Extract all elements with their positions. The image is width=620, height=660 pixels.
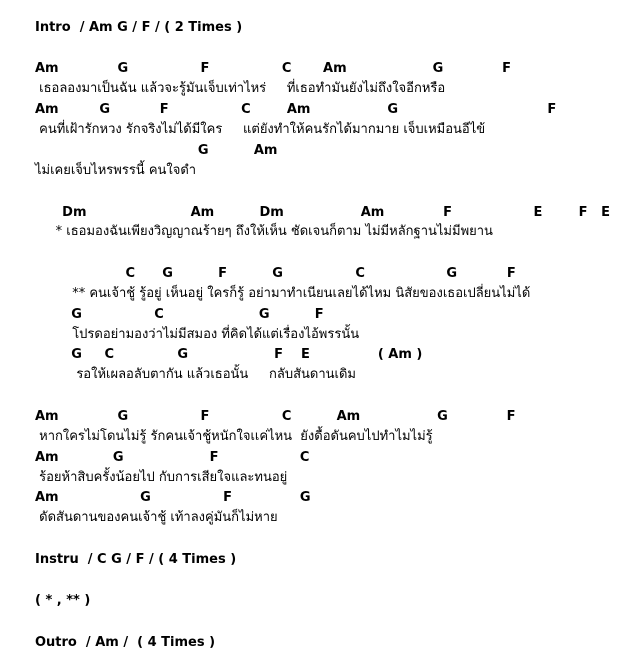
intro-line: Intro / Am G / F / ( 2 Times )	[35, 20, 243, 35]
chord-line: Dm Am Dm Am F E F E	[35, 205, 610, 220]
chord-line: Am G F C Am G F	[35, 409, 516, 424]
chord-line: G C G F E ( Am )	[35, 347, 423, 362]
lyric-line: ร้อยห้าสิบครั้งน้อยไป กับการเสียใจและทนอยู่	[35, 470, 288, 485]
chord-line: Am G F C Am G F	[35, 102, 557, 117]
lyric-line: ** คนเจ้าชู้ รู้อยู่ เห็นอยู่ ใครก็รู้ อย่ามาทำเนียนเลยได้ไหม นิสัยของเธอเปลี่ยนไม่ได้	[35, 286, 531, 301]
lyric-line: ไม่เคยเจ็บไหรพรรนี้ คนใจดำ	[35, 163, 197, 178]
repeat-line: ( * , ** )	[35, 593, 91, 608]
chord-line: G Am	[35, 143, 278, 158]
lyric-line: * เธอมองฉันเพียงวิญญาณร้ายๆ ถึงให้เห็น ชัดเจนก็ตาม ไม่มีหลักฐานไม่มีพยาน	[35, 224, 493, 239]
chord-line: C G F G C G F	[35, 266, 516, 281]
lyric-line: รอให้เผลอลับตากัน แล้วเธอนั้น กลับสันดานเดิม	[35, 367, 356, 382]
lyric-line: คนที่เฝ้ารักหวง รักจริงไม่ได้มีใคร แต่ยังทำให้คนรักได้มากมาย เจ็บเหมือนอีไข้	[35, 122, 486, 137]
lyric-line: โปรดอย่ามองว่าไม่มีสมอง ที่คิดได้แต่เรื่องไอ้พรรนั้น	[35, 327, 360, 342]
lyric-line: ดัดสันดานของคนเจ้าชู้ เท้าลงคู่มันก็ไม่หาย	[35, 510, 278, 525]
chord-line: Am G F C Am G F	[35, 61, 512, 76]
outro-line: Outro / Am / ( 4 Times )	[35, 635, 216, 650]
chord-line: G C G F	[35, 307, 324, 322]
lyric-line: หากใครไม่โดนไม่รู้ รักคนเจ้าชู้หนักใจเเค่ไหน ยังดื้อดันคบไปทำไมไม่รู้	[35, 429, 433, 444]
chord-line: Am G F C	[35, 450, 310, 465]
lyric-line: เธอลองมาเป็นฉัน แล้วจะรู้มันเจ็บเท่าไหร่ ที่เธอทำมันยังไม่ถึงใจอีกหรือ	[35, 81, 446, 96]
instru-line: Instru / C G / F / ( 4 Times )	[35, 552, 237, 567]
chord-line: Am G F G	[35, 490, 311, 505]
